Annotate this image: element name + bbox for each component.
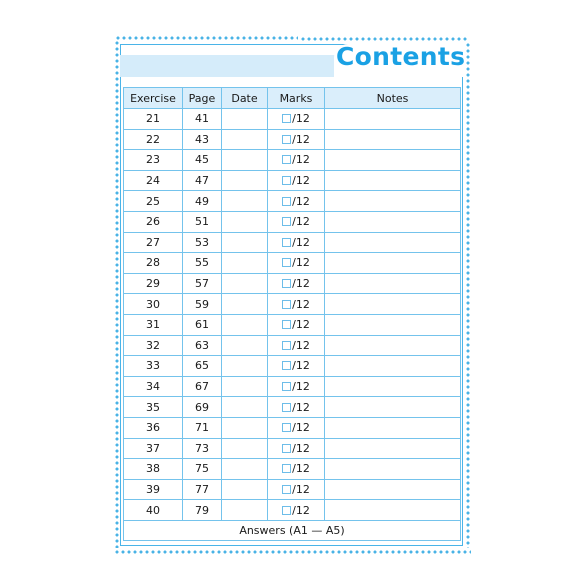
marks-cell [268, 253, 325, 274]
checkbox-icon[interactable] [282, 485, 291, 494]
contents-table [123, 87, 461, 541]
date-cell[interactable] [222, 232, 268, 253]
date-cell[interactable] [222, 191, 268, 212]
date-cell[interactable] [222, 109, 268, 130]
date-cell[interactable] [222, 438, 268, 459]
notes-cell[interactable] [325, 294, 461, 315]
page-cell: 69 [183, 397, 222, 418]
notes-cell[interactable] [325, 232, 461, 253]
page-cell: 43 [183, 129, 222, 150]
table-row [124, 459, 461, 480]
notes-cell[interactable] [325, 109, 461, 130]
notes-cell[interactable] [325, 438, 461, 459]
marks-value: /12 [292, 215, 310, 229]
table-row [124, 500, 461, 521]
exercise-cell: 25 [124, 191, 183, 212]
marks-cell [268, 376, 325, 397]
marks-cell [268, 211, 325, 232]
table-row [124, 438, 461, 459]
notes-cell[interactable] [325, 459, 461, 480]
table-row [124, 170, 461, 191]
date-cell[interactable] [222, 335, 268, 356]
table-row [124, 273, 461, 294]
date-cell[interactable] [222, 376, 268, 397]
notes-cell[interactable] [325, 417, 461, 438]
marks-value: /12 [292, 194, 310, 208]
marks-value: /12 [292, 297, 310, 311]
marks-cell [268, 129, 325, 150]
marks-cell [268, 191, 325, 212]
checkbox-icon[interactable] [282, 176, 291, 185]
marks-value: /12 [292, 380, 310, 394]
date-cell[interactable] [222, 356, 268, 377]
exercise-cell: 30 [124, 294, 183, 315]
marks-value: /12 [292, 359, 310, 373]
page-cell: 59 [183, 294, 222, 315]
page-cell: 57 [183, 273, 222, 294]
marks-cell [268, 417, 325, 438]
checkbox-icon[interactable] [282, 403, 291, 412]
header-date: Date [222, 88, 268, 109]
marks-value: /12 [292, 441, 310, 455]
page-cell: 77 [183, 479, 222, 500]
marks-cell [268, 232, 325, 253]
table-row [124, 294, 461, 315]
checkbox-icon[interactable] [282, 464, 291, 473]
checkbox-icon[interactable] [282, 197, 291, 206]
notes-cell[interactable] [325, 129, 461, 150]
dotted-border-bottom [114, 550, 471, 554]
header-marks: Marks [268, 88, 325, 109]
exercise-cell: 29 [124, 273, 183, 294]
page-cell: 73 [183, 438, 222, 459]
marks-cell [268, 459, 325, 480]
marks-cell [268, 438, 325, 459]
notes-cell[interactable] [325, 170, 461, 191]
date-cell[interactable] [222, 150, 268, 171]
checkbox-icon[interactable] [282, 238, 291, 247]
notes-cell[interactable] [325, 356, 461, 377]
exercise-cell: 28 [124, 253, 183, 274]
exercise-cell: 35 [124, 397, 183, 418]
checkbox-icon[interactable] [282, 135, 291, 144]
page-cell: 41 [183, 109, 222, 130]
checkbox-icon[interactable] [282, 320, 291, 329]
table-row [124, 253, 461, 274]
exercise-cell: 34 [124, 376, 183, 397]
checkbox-icon[interactable] [282, 506, 291, 515]
date-cell[interactable] [222, 129, 268, 150]
page-cell: 51 [183, 211, 222, 232]
exercise-cell: 36 [124, 417, 183, 438]
table-row [124, 335, 461, 356]
notes-cell[interactable] [325, 211, 461, 232]
marks-value: /12 [292, 235, 310, 249]
marks-cell [268, 170, 325, 191]
header-exercise: Exercise [124, 88, 183, 109]
page-cell: 55 [183, 253, 222, 274]
marks-value: /12 [292, 421, 310, 435]
page-cell: 45 [183, 150, 222, 171]
marks-value: /12 [292, 462, 310, 476]
marks-value: /12 [292, 503, 310, 517]
table-header-row [124, 88, 461, 109]
checkbox-icon[interactable] [282, 217, 291, 226]
table-row [124, 397, 461, 418]
date-cell[interactable] [222, 294, 268, 315]
marks-cell [268, 479, 325, 500]
checkbox-icon[interactable] [282, 279, 291, 288]
marks-cell [268, 397, 325, 418]
dotted-border-top-left [115, 36, 298, 40]
answers-row [124, 520, 461, 541]
date-cell[interactable] [222, 314, 268, 335]
exercise-cell: 39 [124, 479, 183, 500]
marks-cell [268, 109, 325, 130]
exercise-cell: 33 [124, 356, 183, 377]
exercise-cell: 23 [124, 150, 183, 171]
checkbox-icon[interactable] [282, 361, 291, 370]
notes-cell[interactable] [325, 500, 461, 521]
marks-value: /12 [292, 400, 310, 414]
notes-cell[interactable] [325, 150, 461, 171]
date-cell[interactable] [222, 479, 268, 500]
exercise-cell: 24 [124, 170, 183, 191]
marks-value: /12 [292, 482, 310, 496]
checkbox-icon[interactable] [282, 444, 291, 453]
marks-value: /12 [292, 174, 310, 188]
date-cell[interactable] [222, 273, 268, 294]
page-cell: 63 [183, 335, 222, 356]
exercise-cell: 21 [124, 109, 183, 130]
marks-cell [268, 150, 325, 171]
table-row [124, 417, 461, 438]
table-row [124, 150, 461, 171]
marks-cell [268, 294, 325, 315]
notes-cell[interactable] [325, 397, 461, 418]
exercise-cell: 27 [124, 232, 183, 253]
answers-label: Answers (A1 — A5) [124, 520, 461, 541]
checkbox-icon[interactable] [282, 300, 291, 309]
table-row [124, 314, 461, 335]
exercise-cell: 31 [124, 314, 183, 335]
marks-cell [268, 273, 325, 294]
notes-cell[interactable] [325, 314, 461, 335]
marks-cell [268, 356, 325, 377]
table-row [124, 129, 461, 150]
notes-cell[interactable] [325, 376, 461, 397]
exercise-cell: 40 [124, 500, 183, 521]
date-cell[interactable] [222, 459, 268, 480]
date-cell[interactable] [222, 500, 268, 521]
page-cell: 65 [183, 356, 222, 377]
date-cell[interactable] [222, 211, 268, 232]
page-title: Contents [336, 42, 466, 71]
date-cell[interactable] [222, 170, 268, 191]
table-row [124, 356, 461, 377]
checkbox-icon[interactable] [282, 258, 291, 267]
notes-cell[interactable] [325, 191, 461, 212]
page-cell: 75 [183, 459, 222, 480]
header-page: Page [183, 88, 222, 109]
date-cell[interactable] [222, 417, 268, 438]
page-cell: 53 [183, 232, 222, 253]
table-row [124, 232, 461, 253]
checkbox-icon[interactable] [282, 114, 291, 123]
page-cell: 61 [183, 314, 222, 335]
exercise-cell: 38 [124, 459, 183, 480]
exercise-cell: 37 [124, 438, 183, 459]
marks-cell [268, 500, 325, 521]
marks-value: /12 [292, 277, 310, 291]
exercise-cell: 22 [124, 129, 183, 150]
marks-value: /12 [292, 132, 310, 146]
table-row [124, 376, 461, 397]
checkbox-icon[interactable] [282, 423, 291, 432]
marks-value: /12 [292, 256, 310, 270]
page-cell: 67 [183, 376, 222, 397]
marks-value: /12 [292, 338, 310, 352]
dotted-border-right [466, 42, 470, 548]
header-notes: Notes [325, 88, 461, 109]
date-cell[interactable] [222, 397, 268, 418]
page-cell: 71 [183, 417, 222, 438]
exercise-cell: 32 [124, 335, 183, 356]
page-cell: 49 [183, 191, 222, 212]
marks-value: /12 [292, 153, 310, 167]
date-cell[interactable] [222, 253, 268, 274]
notes-cell[interactable] [325, 253, 461, 274]
marks-value: /12 [292, 112, 310, 126]
table-row [124, 109, 461, 130]
dotted-border-left [115, 40, 119, 548]
page-cell: 79 [183, 500, 222, 521]
marks-cell [268, 314, 325, 335]
table-row [124, 191, 461, 212]
marks-cell [268, 335, 325, 356]
table-row [124, 211, 461, 232]
notes-cell[interactable] [325, 335, 461, 356]
checkbox-icon[interactable] [282, 155, 291, 164]
marks-value: /12 [292, 318, 310, 332]
exercise-cell: 26 [124, 211, 183, 232]
notes-cell[interactable] [325, 273, 461, 294]
checkbox-icon[interactable] [282, 341, 291, 350]
checkbox-icon[interactable] [282, 382, 291, 391]
table-row [124, 479, 461, 500]
notes-cell[interactable] [325, 479, 461, 500]
page-cell: 47 [183, 170, 222, 191]
